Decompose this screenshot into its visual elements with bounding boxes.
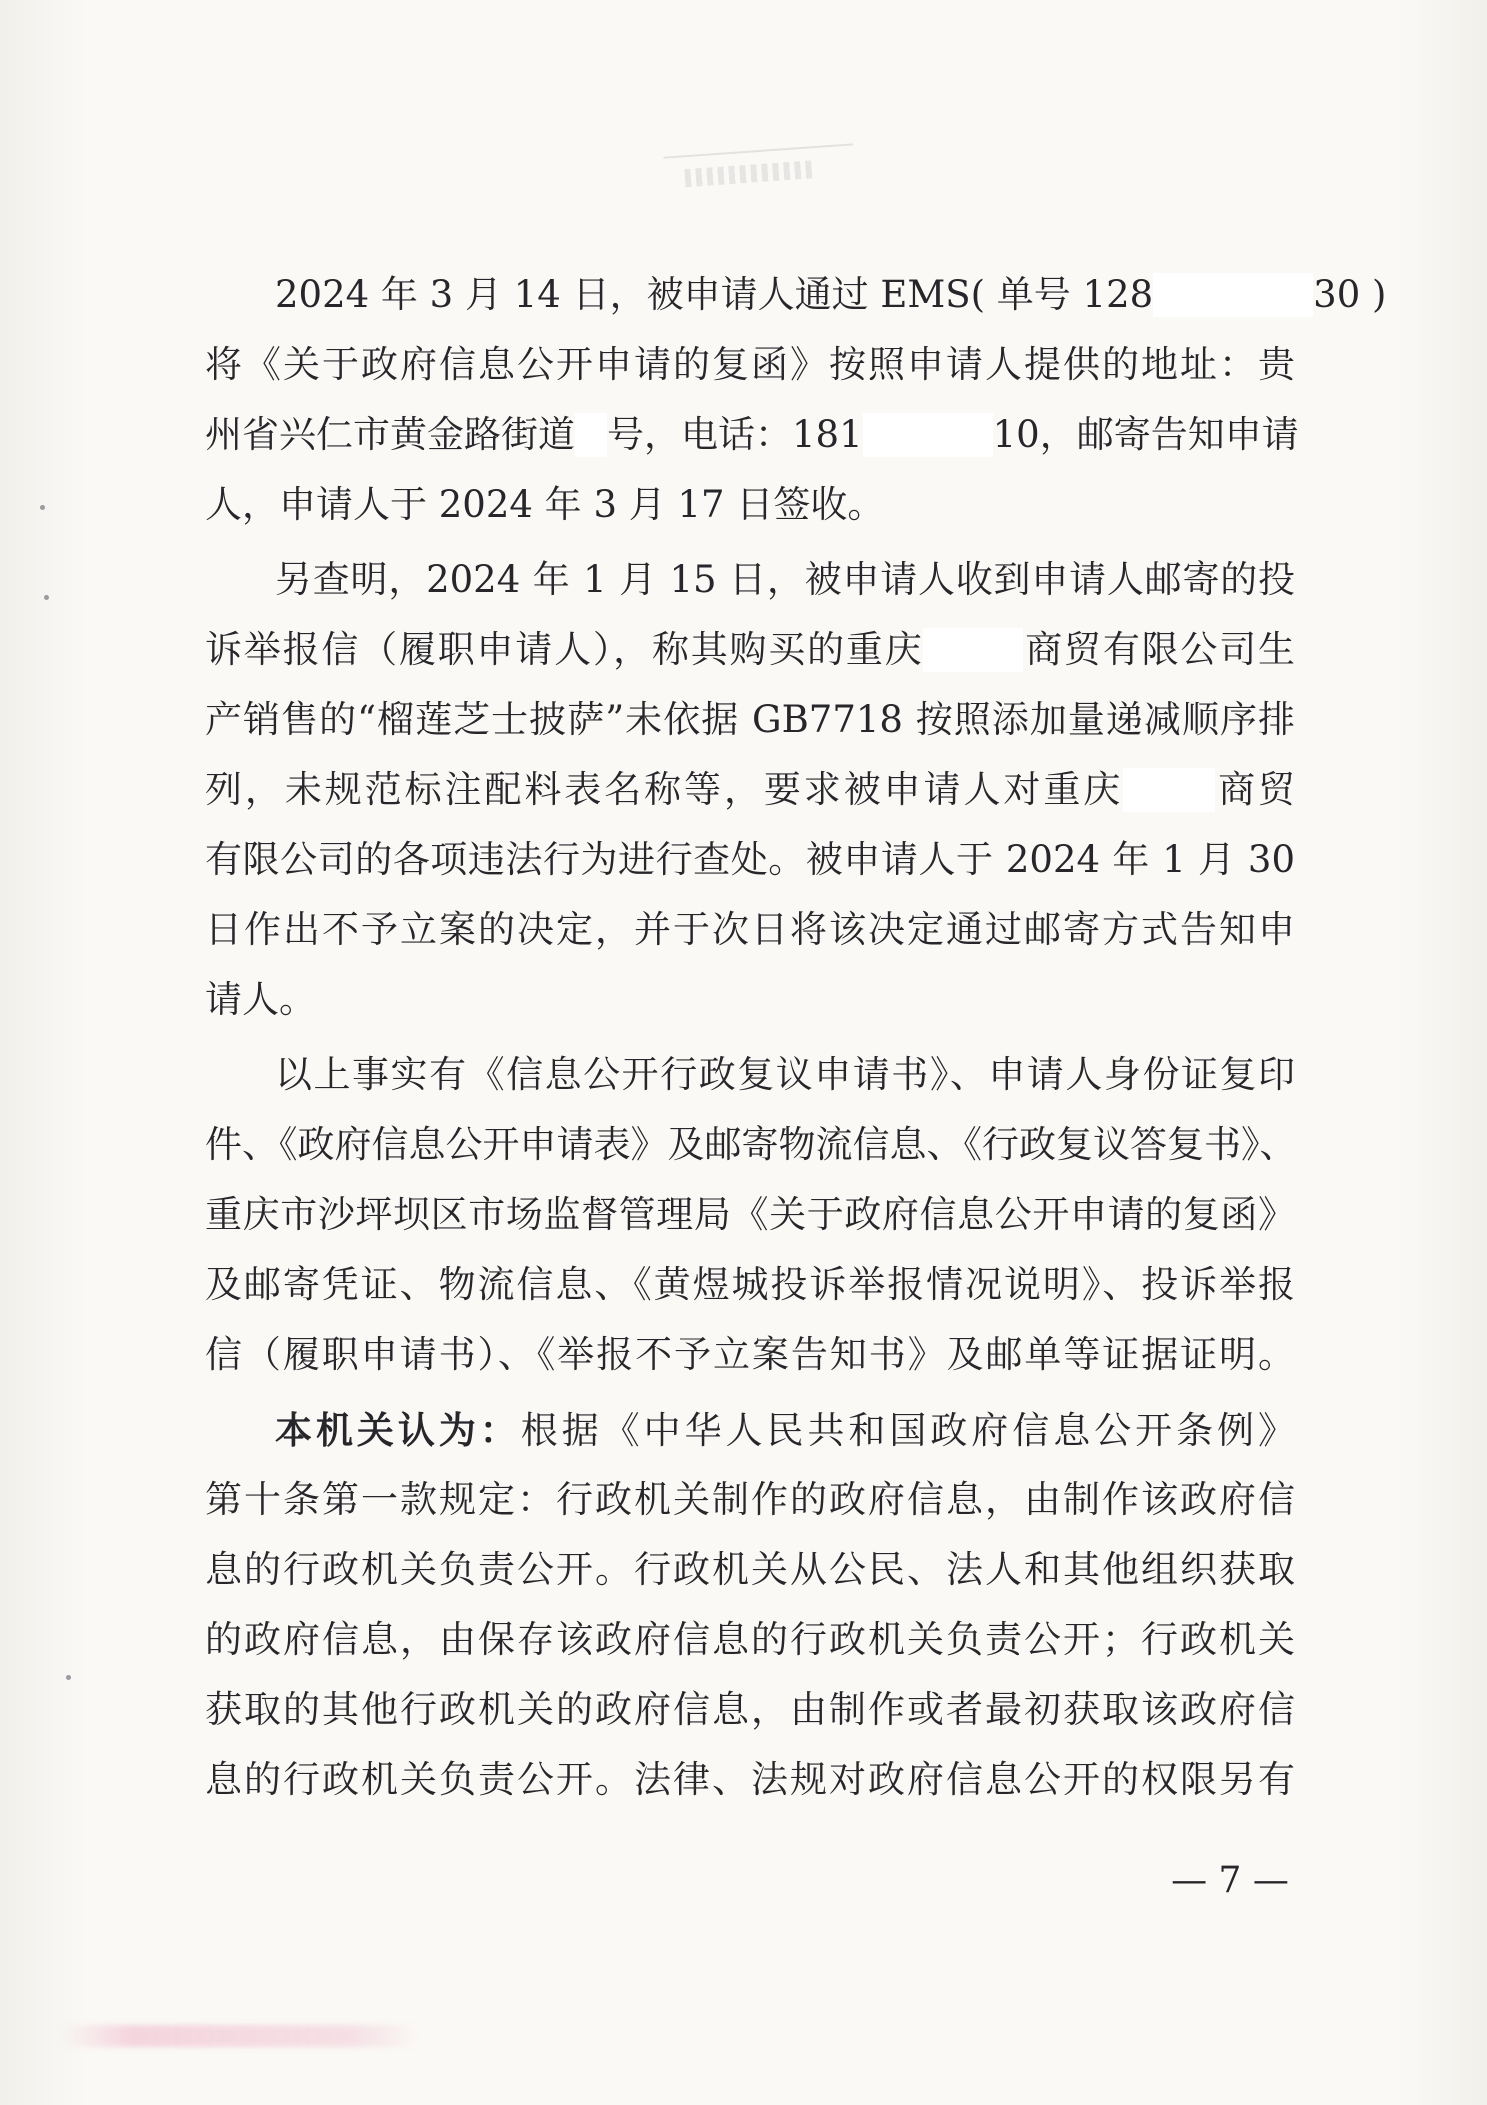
text-line-14: 重庆市沙坪坝区市场监督管理局《关于政府信息公开申请的复函》 bbox=[205, 1193, 1295, 1236]
text-line-8: 列，未规范标注配料表名称等，要求被申请人对重庆 商贸 bbox=[205, 768, 1296, 811]
text-line-11: 请人。 bbox=[205, 978, 316, 1021]
text-line-10: 日作出不予立案的决定，并于次日将该决定通过邮寄方式告知申 bbox=[205, 908, 1295, 951]
scan-speck bbox=[44, 595, 49, 600]
redaction-box bbox=[1153, 273, 1313, 317]
scan-speck bbox=[40, 505, 45, 510]
text-line-16: 信（履职申请书）、《举报不予立案告知书》及邮单等证据证明。 bbox=[205, 1333, 1295, 1376]
text-line-5: 另查明，2024 年 1 月 15 日，被申请人收到申请人邮寄的投 bbox=[275, 558, 1295, 601]
text-line-2: 将《关于政府信息公开申请的复函》按照申请人提供的地址：贵 bbox=[205, 343, 1295, 386]
page-number: — 7 — bbox=[1171, 1860, 1289, 1901]
text-line-9: 有限公司的各项违法行为进行查处。被申请人于 2024 年 1 月 30 bbox=[205, 838, 1295, 881]
text-line-12: 以上事实有《信息公开行政复议申请书》、申请人身份证复印 bbox=[275, 1053, 1295, 1096]
redaction-box bbox=[863, 413, 993, 457]
text-line-17: 本机关认为：根据《中华人民共和国政府信息公开条例》 bbox=[275, 1408, 1295, 1452]
text-line-1: 2024 年 3 月 14 日，被申请人通过 EMS( 单号 128 30 ) bbox=[275, 273, 1387, 316]
red-bleed-mark bbox=[60, 2025, 420, 2047]
redaction-box bbox=[1123, 768, 1215, 812]
redaction-box bbox=[923, 628, 1023, 672]
text-line-22: 息的行政机关负责公开。法律、法规对政府信息公开的权限另有 bbox=[205, 1758, 1295, 1801]
redaction-box bbox=[575, 413, 607, 457]
text-line-21: 获取的其他行政机关的政府信息，由制作或者最初获取该政府信 bbox=[205, 1688, 1295, 1731]
text-line-6: 诉举报信（履职申请人），称其购买的重庆 商贸有限公司生 bbox=[205, 628, 1296, 671]
text-line-19: 息的行政机关负责公开。行政机关从公民、法人和其他组织获取 bbox=[205, 1548, 1295, 1591]
text-line-4: 人，申请人于 2024 年 3 月 17 日签收。 bbox=[205, 483, 885, 526]
scan-speck bbox=[66, 1675, 71, 1680]
text-line-3: 州省兴仁市黄金路街道 号，电话：181 10，邮寄告知申请 bbox=[205, 413, 1299, 456]
text-line-7: 产销售的“榴莲芝士披萨”未依据 GB7718 按照添加量递减顺序排 bbox=[205, 698, 1295, 741]
text-line-13: 件、《政府信息公开申请表》及邮寄物流信息、《行政复议答复书》、 bbox=[205, 1123, 1297, 1166]
heading-authority-opinion: 本机关认为： bbox=[275, 1408, 521, 1452]
text-line-18: 第十条第一款规定：行政机关制作的政府信息，由制作该政府信 bbox=[205, 1478, 1295, 1521]
faint-stamp-mark bbox=[663, 143, 856, 208]
text-line-20: 的政府信息，由保存该政府信息的行政机关负责公开；行政机关 bbox=[205, 1618, 1295, 1661]
text-line-15: 及邮寄凭证、物流信息、《黄煜城投诉举报情况说明》、投诉举报 bbox=[205, 1263, 1295, 1306]
